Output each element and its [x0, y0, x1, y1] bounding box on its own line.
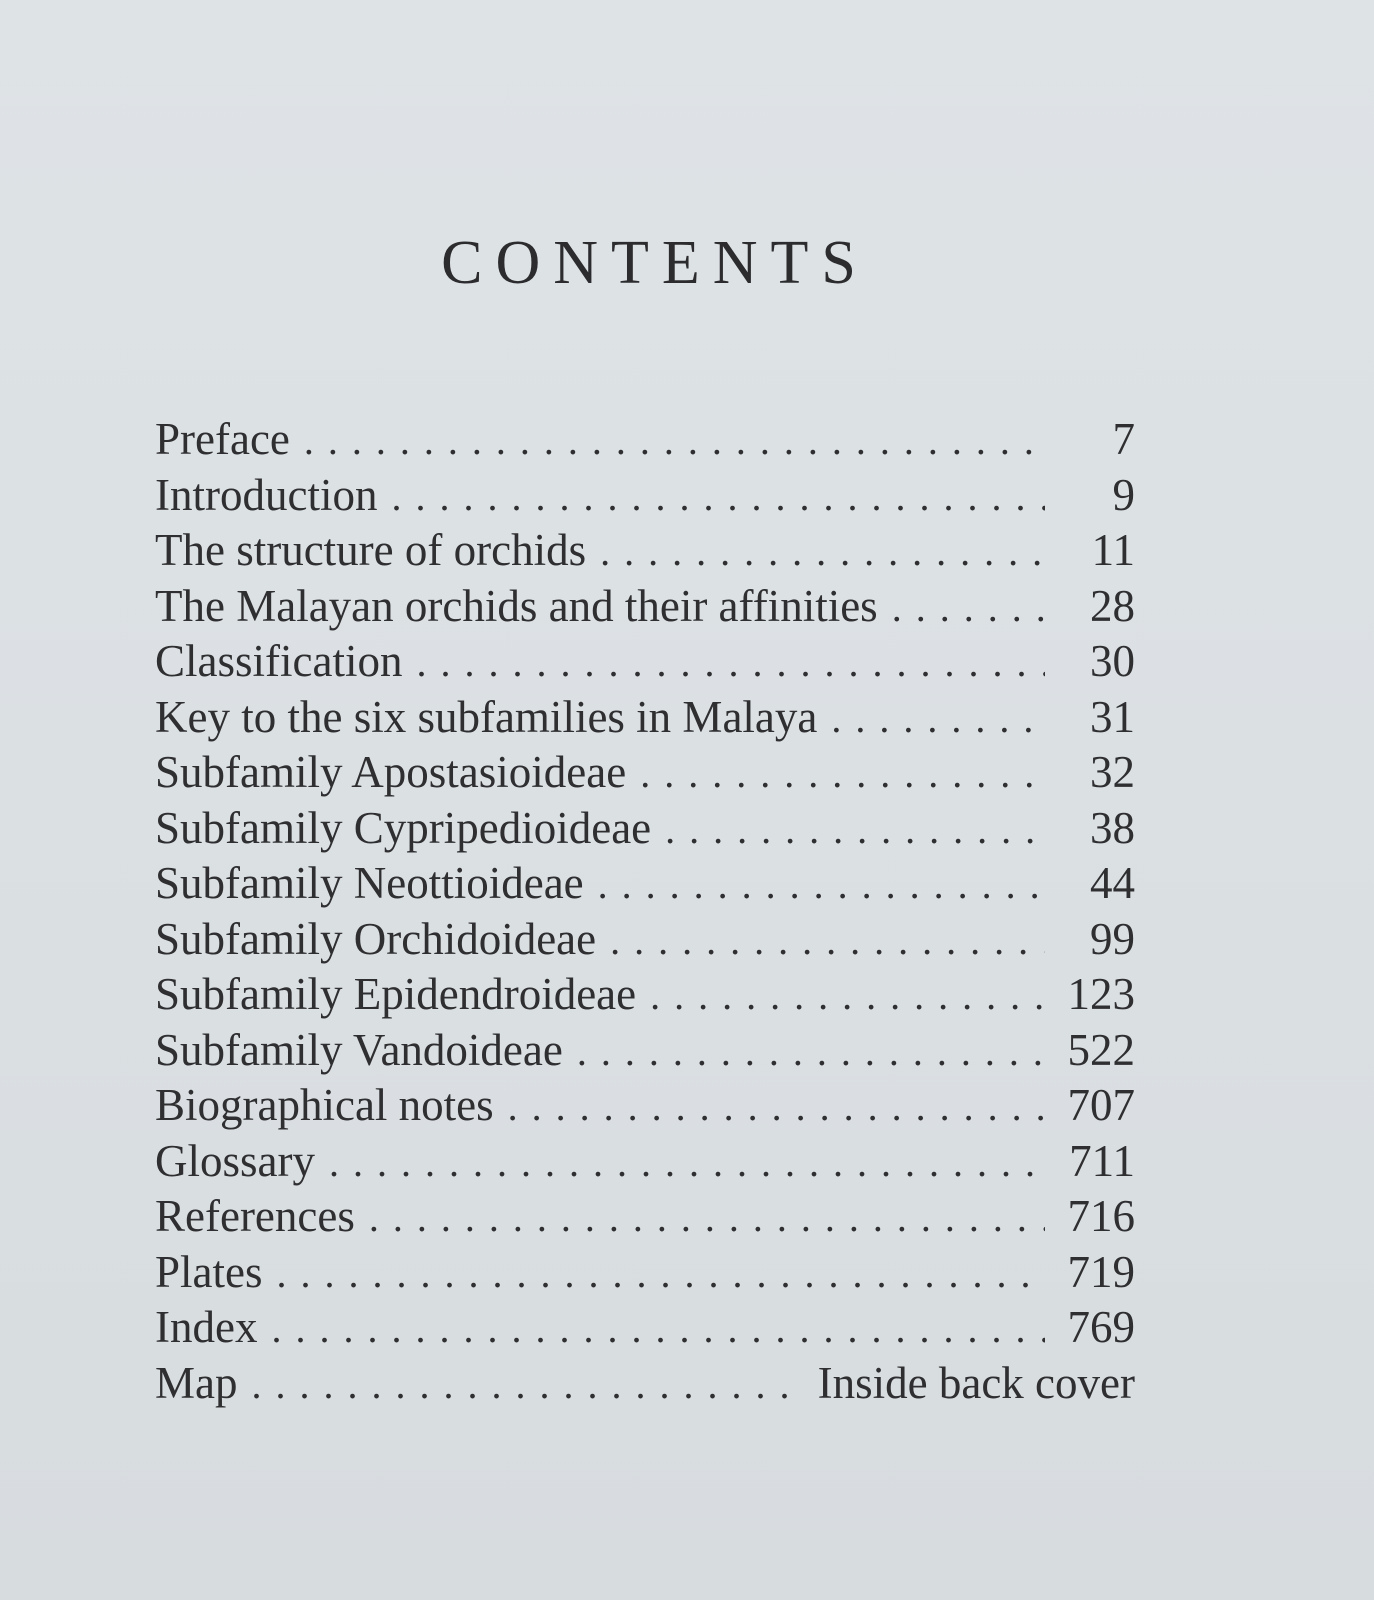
toc-entry-page: 44	[1090, 858, 1135, 908]
toc-entry-page: 769	[1067, 1302, 1135, 1352]
toc-entry-label: Biographical notes	[155, 1080, 494, 1130]
toc-entry-label: Map	[155, 1357, 238, 1408]
toc-entry-label: Index	[155, 1302, 258, 1352]
toc-entry-label: Subfamily Cypripedioideae	[155, 802, 652, 853]
toc-entry-label: Subfamily Epidendroideae	[155, 969, 637, 1019]
toc-entry-page: 9	[1112, 469, 1135, 520]
toc-entry-page: 522	[1067, 1024, 1135, 1075]
toc-entry-glossary	[155, 1134, 1135, 1190]
toc-entry-page: 99	[1090, 913, 1135, 964]
toc-entry-label: Subfamily Apostasioideae	[155, 747, 627, 797]
toc-entry-apostasioideae	[155, 745, 1135, 801]
toc-entry-epidendroideae	[155, 967, 1135, 1023]
toc-entry-page: 38	[1090, 802, 1135, 853]
dot-leader	[508, 1079, 1045, 1134]
dot-leader	[665, 802, 1045, 857]
toc-entry-label: The structure of orchids	[155, 525, 587, 575]
toc-entry-neottioideae	[155, 856, 1135, 912]
toc-entry-label: The Malayan orchids and their affinities	[155, 580, 878, 631]
page-title: CONTENTS	[441, 229, 869, 297]
table-of-contents	[155, 412, 1135, 1411]
toc-entry-introduction	[155, 468, 1135, 524]
dot-leader	[329, 1135, 1045, 1190]
dot-leader	[650, 968, 1045, 1023]
toc-entry-label: Introduction	[155, 469, 378, 520]
toc-entry-map	[155, 1356, 1135, 1412]
toc-entry-page: 28	[1090, 580, 1135, 631]
toc-entry-page: 711	[1069, 1135, 1135, 1186]
toc-entry-label: Preface	[155, 414, 290, 464]
toc-entry-cypripedioideae	[155, 801, 1135, 857]
toc-entry-affinities	[155, 579, 1135, 635]
toc-entry-page: 11	[1091, 525, 1135, 575]
dot-leader	[304, 413, 1045, 468]
toc-entry-page: Inside back cover	[817, 1357, 1135, 1408]
toc-entry-label: Plates	[155, 1246, 263, 1297]
toc-entry-label: References	[155, 1191, 355, 1241]
toc-entry-page: 716	[1067, 1191, 1135, 1241]
toc-entry-label: Subfamily Orchidoideae	[155, 913, 597, 964]
toc-entry-label: Key to the six subfamilies in Malaya	[155, 691, 818, 742]
toc-entry-page: 30	[1090, 636, 1135, 686]
toc-entry-biographical-notes	[155, 1078, 1135, 1134]
toc-entry-classification	[155, 634, 1135, 690]
toc-entry-references	[155, 1189, 1135, 1245]
dot-leader	[369, 1190, 1045, 1245]
toc-entry-structure	[155, 523, 1135, 579]
toc-entry-plates	[155, 1245, 1135, 1301]
toc-entry-page: 32	[1090, 747, 1135, 797]
toc-entry-page: 719	[1067, 1246, 1135, 1297]
toc-entry-label: Subfamily Vandoideae	[155, 1024, 563, 1075]
dot-leader	[577, 1024, 1045, 1079]
toc-entry-label: Subfamily Neottioideae	[155, 858, 584, 908]
toc-entry-preface	[155, 412, 1135, 468]
dot-leader	[610, 913, 1045, 968]
toc-entry-page: 7	[1112, 414, 1135, 464]
dot-leader	[892, 580, 1045, 635]
dot-leader	[831, 691, 1045, 746]
toc-entry-key	[155, 690, 1135, 746]
toc-entry-orchidoideae	[155, 912, 1135, 968]
toc-entry-label: Glossary	[155, 1135, 315, 1186]
toc-entry-vandoideae	[155, 1023, 1135, 1079]
toc-entry-page: 31	[1090, 691, 1135, 742]
dot-leader	[277, 1246, 1046, 1301]
dot-leader	[600, 524, 1045, 579]
dot-leader	[391, 469, 1045, 524]
dot-leader	[598, 857, 1045, 912]
dot-leader	[271, 1301, 1045, 1356]
dot-leader	[252, 1357, 804, 1412]
toc-entry-page: 123	[1067, 969, 1135, 1019]
toc-entry-label: Classification	[155, 636, 403, 686]
toc-entry-index	[155, 1300, 1135, 1356]
toc-entry-page: 707	[1067, 1080, 1135, 1130]
dot-leader	[640, 746, 1045, 801]
dot-leader	[416, 635, 1045, 690]
